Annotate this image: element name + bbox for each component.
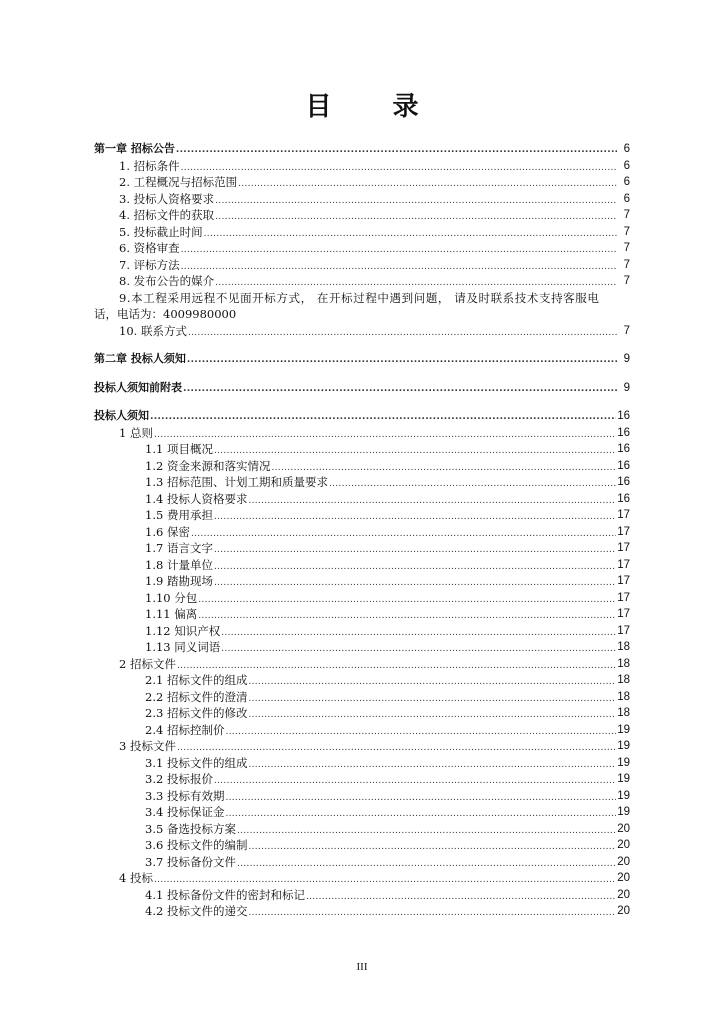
toc-entry-page: 18 <box>617 707 630 719</box>
dot-leader <box>187 351 617 368</box>
dot-leader <box>198 606 616 623</box>
toc-entry-label: 1.1 项目概况 <box>145 442 213 456</box>
dot-leader <box>225 788 616 805</box>
toc-entry-page: 7 <box>623 275 630 287</box>
dot-leader <box>237 854 616 871</box>
toc-entry-label: 1.4 投标人资格要求 <box>145 491 248 506</box>
toc-entry-page: 17 <box>617 558 630 571</box>
toc-entry-page: 6 <box>623 176 630 188</box>
toc-entry-label: 2.1 招标文件的组成 <box>145 673 248 687</box>
toc-entry[interactable] <box>94 257 630 274</box>
toc-entry-label: 1.9 踏勘现场 <box>145 574 213 588</box>
toc-entry-label: 3.5 备选投标方案 <box>145 821 236 836</box>
toc-entry[interactable] <box>94 672 630 689</box>
toc-entry-page: 7 <box>623 324 630 337</box>
dot-leader <box>214 557 616 574</box>
toc-entry-label: 2. 工程概况与招标范围 <box>119 175 238 189</box>
toc-entry[interactable] <box>94 174 630 191</box>
toc-entry-label: 8. 发布公告的媒介 <box>119 274 215 288</box>
toc-entry-label: 4.1 投标备份文件的密封和标记 <box>145 887 305 902</box>
toc-entry-label: 7. 评标方法 <box>119 257 180 272</box>
toc-entry-label: 1.13 同义词语 <box>145 640 221 654</box>
toc-entry[interactable] <box>94 887 630 904</box>
toc-entry-label: 1.2 资金来源和落实情况 <box>145 458 271 473</box>
toc-entry-page: 17 <box>617 509 630 521</box>
toc-entry[interactable] <box>94 771 630 788</box>
toc-entry-label: 6. 资格审查 <box>119 241 180 255</box>
dot-leader <box>214 441 616 458</box>
page-number: III <box>356 961 368 973</box>
toc-entry-section-3[interactable] <box>94 738 630 755</box>
dot-leader <box>225 804 616 821</box>
dot-leader <box>271 458 616 475</box>
toc-entry[interactable] <box>94 524 630 541</box>
toc-entry-label: 4. 招标文件的获取 <box>119 208 215 222</box>
toc-entry-page: 20 <box>617 872 630 884</box>
toc-entry[interactable] <box>94 606 630 623</box>
toc-entry-page: 16 <box>617 443 630 455</box>
toc-entry-page: 16 <box>617 459 630 472</box>
toc-entry-label: 1.5 费用承担 <box>145 508 213 522</box>
toc-entry[interactable] <box>94 639 630 656</box>
toc-entry-page: 7 <box>623 258 630 271</box>
dot-leader <box>183 380 617 397</box>
toc-entry[interactable] <box>94 854 630 871</box>
dot-leader <box>215 207 617 224</box>
toc-entry[interactable] <box>94 240 630 257</box>
toc-entry-label: 5. 投标截止时间 <box>119 224 203 239</box>
dot-leader <box>221 623 616 640</box>
toc-entry-page: 20 <box>617 839 630 851</box>
toc-entry-page: 20 <box>617 855 630 868</box>
toc-entry-page: 6 <box>623 192 630 205</box>
dot-leader <box>329 474 616 491</box>
toc-entry-label: 2 招标文件 <box>119 656 176 671</box>
toc-entry[interactable] <box>94 623 630 640</box>
dot-leader <box>154 425 616 442</box>
toc-entry[interactable] <box>94 821 630 838</box>
toc-entry[interactable] <box>94 755 630 772</box>
dot-leader <box>204 224 617 241</box>
toc-entry[interactable] <box>94 207 630 224</box>
toc-note <box>94 290 634 323</box>
toc-entry-page: 18 <box>617 641 630 653</box>
toc-entry-label: 3.3 投标有效期 <box>145 788 225 803</box>
dot-leader <box>154 870 616 887</box>
toc-entry-label: 投标人须知前附表 <box>94 380 182 394</box>
table-of-contents <box>94 141 630 920</box>
toc-entry-label: 1.6 保密 <box>145 524 190 539</box>
dot-leader <box>198 590 616 607</box>
toc-entry-label: 1.7 语言文字 <box>145 541 213 555</box>
toc-entry-page: 17 <box>617 575 630 587</box>
toc-entry-label: 3.7 投标备份文件 <box>145 854 236 869</box>
dot-leader <box>214 540 616 557</box>
toc-entry-label: 1.3 招标范围、计划工期和质量要求 <box>145 475 328 489</box>
dot-leader <box>248 837 616 854</box>
toc-entry-label: 第一章 招标公告 <box>94 142 175 155</box>
toc-entry[interactable] <box>94 903 630 920</box>
toc-entry-label: 1 总则 <box>119 425 153 440</box>
dot-leader <box>248 755 616 772</box>
toc-entry-page: 18 <box>617 674 630 686</box>
toc-entry-page: 7 <box>623 242 630 254</box>
dot-leader <box>188 323 617 340</box>
toc-note-line: 9.本工程采用远程不见面开标方式， 在开标过程中遇到问题， 请及时联系技术支持客服电 <box>119 290 600 305</box>
toc-entry[interactable] <box>94 474 630 491</box>
toc-entry-label: 4.2 投标文件的递交 <box>145 904 248 918</box>
toc-entry-page: 18 <box>617 657 630 670</box>
dot-leader <box>214 573 616 590</box>
toc-entry-label: 3 投标文件 <box>119 739 176 753</box>
toc-entry-label: 第二章 投标人须知 <box>94 352 186 365</box>
toc-entry-chapter-2[interactable] <box>94 351 630 368</box>
toc-entry-label: 2.2 招标文件的澄清 <box>145 689 248 704</box>
dot-leader <box>181 158 617 175</box>
toc-entry[interactable] <box>94 788 630 805</box>
toc-entry-label: 1.8 计量单位 <box>145 557 213 572</box>
dot-leader <box>221 639 616 656</box>
toc-entry-page: 16 <box>617 426 630 439</box>
toc-entry-chapter-1[interactable] <box>94 141 630 158</box>
toc-entry-label: 3.1 投标文件的组成 <box>145 755 248 770</box>
dot-leader <box>248 491 616 508</box>
toc-entry[interactable] <box>94 491 630 508</box>
dot-leader <box>215 273 617 290</box>
toc-entry[interactable] <box>94 441 630 458</box>
toc-entry-label: 3.2 投标报价 <box>145 772 213 786</box>
page-title: 目 录 <box>305 92 445 122</box>
toc-note-line: 话，电话为：4009980000 <box>94 307 237 321</box>
dot-leader <box>215 191 617 208</box>
toc-entry-page: 7 <box>623 209 630 221</box>
toc-entry-page: 17 <box>617 608 630 620</box>
toc-entry-page: 16 <box>617 492 630 505</box>
toc-entry-section-2[interactable] <box>94 656 630 673</box>
toc-entry[interactable] <box>94 507 630 524</box>
toc-entry-page: 20 <box>617 905 630 917</box>
dot-leader <box>177 738 616 755</box>
toc-entry[interactable] <box>94 458 630 475</box>
dot-leader <box>150 408 616 425</box>
toc-entry[interactable] <box>94 273 630 290</box>
toc-entry-page: 17 <box>617 624 630 637</box>
dot-leader <box>176 141 617 158</box>
toc-entry-page: 19 <box>617 756 630 769</box>
dot-leader <box>248 705 616 722</box>
dot-leader <box>181 240 617 257</box>
toc-entry-page: 9 <box>623 353 630 365</box>
toc-entry-label: 1. 招标条件 <box>119 158 180 173</box>
dot-leader <box>248 672 616 689</box>
toc-entry-page: 18 <box>617 690 630 703</box>
toc-entry-label: 2.4 招标控制价 <box>145 722 225 737</box>
toc-entry[interactable] <box>94 224 630 241</box>
toc-entry-page: 16 <box>617 410 630 422</box>
toc-entry-label: 2.3 招标文件的修改 <box>145 706 248 720</box>
dot-leader <box>238 174 617 191</box>
toc-entry-page: 19 <box>617 773 630 785</box>
dot-leader <box>306 887 616 904</box>
toc-entry-page: 19 <box>617 723 630 736</box>
dot-leader <box>237 821 616 838</box>
dot-leader <box>214 507 616 524</box>
toc-entry[interactable] <box>94 557 630 574</box>
toc-entry-label: 1.10 分包 <box>145 590 198 605</box>
toc-entry-notice[interactable] <box>94 408 630 425</box>
toc-entry[interactable] <box>94 590 630 607</box>
toc-entry[interactable] <box>94 323 630 340</box>
toc-entry-label: 4 投标 <box>119 871 153 885</box>
toc-entry-page: 20 <box>617 822 630 835</box>
toc-entry[interactable] <box>94 689 630 706</box>
toc-entry-label: 3. 投标人资格要求 <box>119 191 215 206</box>
toc-entry-label: 10. 联系方式 <box>119 323 187 338</box>
dot-leader <box>214 771 616 788</box>
toc-entry-page: 9 <box>623 381 630 394</box>
toc-entry-label: 1.11 偏离 <box>145 607 198 621</box>
dot-leader <box>248 689 616 706</box>
toc-entry[interactable] <box>94 722 630 739</box>
toc-entry-page: 6 <box>623 159 630 172</box>
toc-entry[interactable] <box>94 573 630 590</box>
toc-entry-page: 19 <box>617 806 630 818</box>
toc-entry[interactable] <box>94 804 630 821</box>
toc-entry-page: 17 <box>617 542 630 554</box>
toc-entry[interactable] <box>94 540 630 557</box>
toc-entry-page: 19 <box>617 789 630 802</box>
toc-entry-page: 17 <box>617 525 630 538</box>
dot-leader <box>225 722 616 739</box>
toc-entry[interactable] <box>94 837 630 854</box>
toc-entry-appendix[interactable] <box>94 380 630 397</box>
toc-entry[interactable] <box>94 705 630 722</box>
dot-leader <box>248 903 616 920</box>
toc-entry-label: 3.6 投标文件的编制 <box>145 838 248 852</box>
toc-entry-page: 16 <box>617 476 630 488</box>
toc-entry-page: 6 <box>623 143 630 155</box>
toc-entry-label: 1.12 知识产权 <box>145 623 221 638</box>
toc-entry-page: 17 <box>617 591 630 604</box>
toc-entry-label: 投标人须知 <box>94 409 149 422</box>
toc-entry-page: 19 <box>617 740 630 752</box>
toc-entry[interactable] <box>94 158 630 175</box>
dot-leader <box>181 257 617 274</box>
toc-entry[interactable] <box>94 191 630 208</box>
dot-leader <box>177 656 616 673</box>
dot-leader <box>191 524 616 541</box>
toc-entry-section-1[interactable] <box>94 425 630 442</box>
toc-entry-page: 20 <box>617 888 630 901</box>
toc-entry-label: 3.4 投标保证金 <box>145 805 225 819</box>
toc-entry-page: 7 <box>623 225 630 238</box>
toc-entry-section-4[interactable] <box>94 870 630 887</box>
